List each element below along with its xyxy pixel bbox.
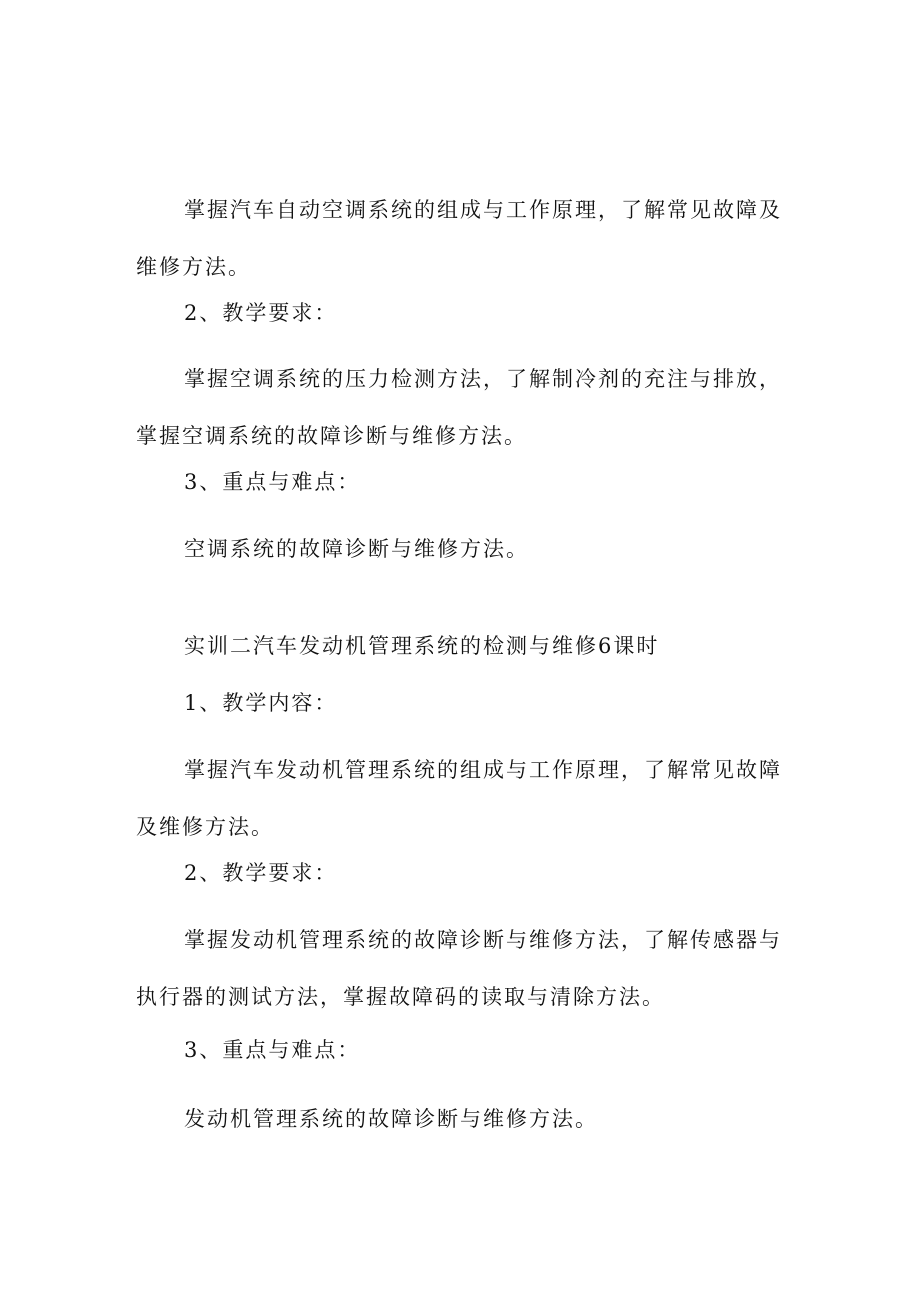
paragraph-ac-system-content: 掌握汽车自动空调系统的组成与工作原理，了解常见故障及维修方法。 — [136, 198, 782, 279]
paragraph-ac-requirements: 掌握空调系统的压力检测方法，了解制冷剂的充注与排放，掌握空调系统的故障诊断与维修方法。 — [136, 367, 782, 448]
heading-training-two: 实训二汽车发动机管理系统的检测与维修6课时 — [184, 634, 660, 658]
heading-teaching-requirements-1: 2、教学要求： — [184, 301, 338, 325]
paragraph-engine-content: 掌握汽车发动机管理系统的组成与工作原理，了解常见故障及维修方法。 — [136, 758, 782, 839]
heading-teaching-content-2: 1、教学内容： — [184, 691, 338, 715]
paragraph-engine-key-points: 发动机管理系统的故障诊断与维修方法。 — [184, 1107, 598, 1131]
heading-teaching-requirements-2: 2、教学要求： — [184, 861, 338, 885]
heading-key-points-1: 3、重点与难点： — [184, 470, 361, 494]
paragraph-engine-requirements: 掌握发动机管理系统的故障诊断与维修方法，了解传感器与执行器的测试方法，掌握故障码的读取与清除方法。 — [136, 928, 782, 1009]
paragraph-ac-key-points: 空调系统的故障诊断与维修方法。 — [184, 537, 529, 561]
heading-key-points-2: 3、重点与难点： — [184, 1038, 361, 1062]
